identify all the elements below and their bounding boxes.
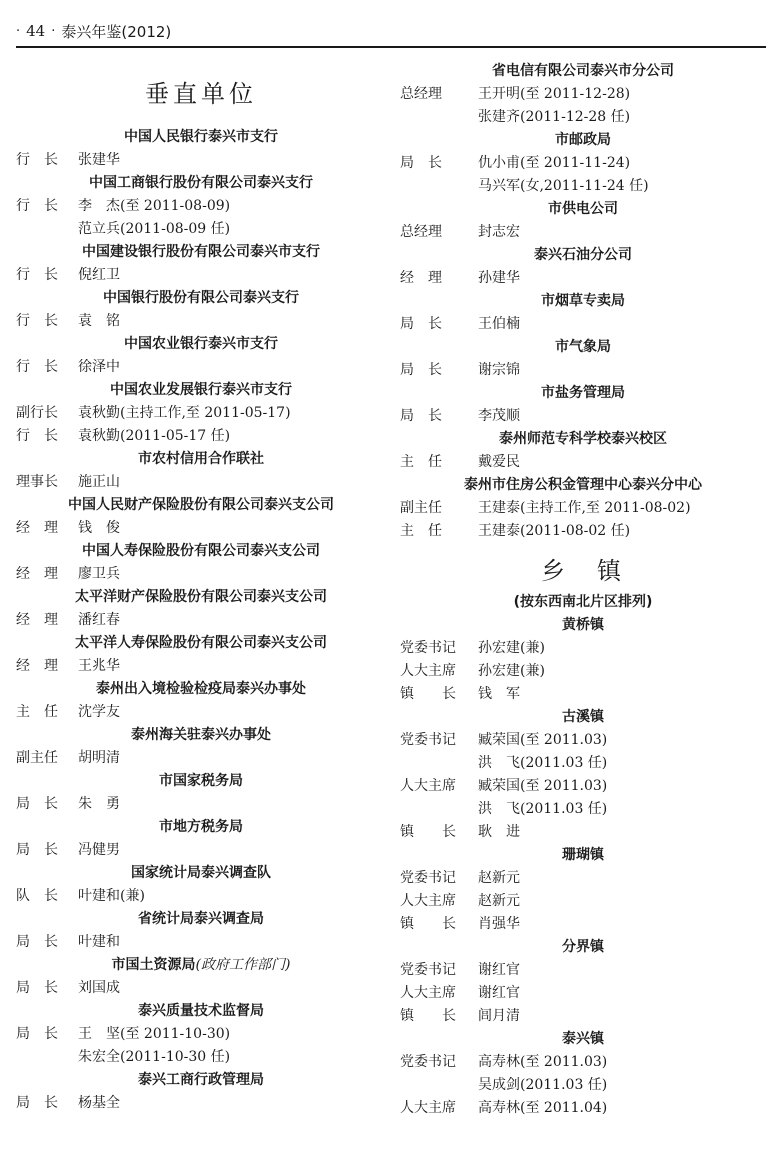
org-name: 珊瑚镇 [562,847,604,863]
org-name: 中国人民银行泰兴市支行 [124,129,278,145]
person-row [16,563,386,586]
person-row [400,83,766,106]
person-row [16,701,386,724]
person-row [400,729,766,752]
person-row [400,821,766,844]
position-title: 主 任 [16,704,58,720]
person-name: 孙建华 [478,270,520,286]
person-name: 杨基全 [78,1095,120,1111]
org-name: 分界镇 [562,939,604,955]
org-name: 市国土资源局 [111,957,196,973]
position-title: 理事长 [16,474,58,490]
person-row [16,402,386,425]
org-name: 市国家税务局 [159,773,243,789]
person-name: 李 杰(至 2011-08-09) [78,198,231,214]
person-row [400,152,766,175]
org-name: 市农村信用合作联社 [138,451,264,467]
org-name: 省统计局泰兴调查局 [138,911,264,927]
position-title: 局 长 [400,316,442,332]
person-row [400,752,766,775]
person-name: 洪 飞(2011.03 任) [478,801,608,817]
person-row [16,977,386,1000]
person-name: 李茂顺 [478,408,520,424]
org-heading [400,129,766,152]
position-title: 副主任 [400,500,442,516]
person-name: 胡明清 [78,750,120,766]
header-dot: · [51,23,56,39]
org-heading [400,614,766,637]
person-row [400,267,766,290]
person-row [400,1074,766,1097]
org-heading [400,244,766,267]
position-title: 行 长 [16,313,58,329]
org-heading [16,379,386,402]
position-title: 总经理 [400,224,442,240]
org-heading [16,1069,386,1092]
org-name: 太平洋人寿保险股份有限公司泰兴支公司 [75,635,327,651]
position-title: 局 长 [16,1026,58,1042]
org-heading [16,126,386,149]
person-name: 钱 俊 [78,520,120,536]
person-name: 王伯楠 [478,316,520,332]
org-heading [400,844,766,867]
position-title: 副主任 [16,750,58,766]
org-heading [16,816,386,839]
person-name: 袁秋勤(2011-05-17 任) [78,428,231,444]
person-row [16,609,386,632]
person-name: 廖卫兵 [78,566,120,582]
org-heading [16,287,386,310]
person-row [400,221,766,244]
person-row [16,885,386,908]
person-row [16,218,386,241]
person-name: 肖强华 [478,916,520,932]
org-heading [16,494,386,517]
position-title: 人大主席 [400,985,456,1001]
person-row [16,655,386,678]
org-name: 泰州出入境检验检疫局泰兴办事处 [96,681,306,697]
person-row [400,775,766,798]
position-title: 局 长 [400,155,442,171]
org-heading [16,724,386,747]
position-title: 副行长 [16,405,58,421]
left-column [16,60,386,1115]
position-title: 经 理 [16,520,58,536]
header-rule [16,46,766,48]
position-title: 人大主席 [400,663,456,679]
org-name: 国家统计局泰兴调查队 [131,865,271,881]
header-dot: · [16,23,21,39]
org-heading [16,862,386,885]
person-row [16,471,386,494]
position-title: 行 长 [16,198,58,214]
person-row [16,149,386,172]
org-name: 中国工商银行股份有限公司泰兴支行 [89,175,313,191]
person-row [16,1023,386,1046]
org-name: 中国建设银行股份有限公司泰兴市支行 [82,244,320,260]
person-row [16,264,386,287]
person-row [400,683,766,706]
position-title: 镇 长 [400,916,456,932]
org-heading [16,333,386,356]
position-title: 行 长 [16,267,58,283]
org-name: 中国农业银行泰兴市支行 [124,336,278,352]
person-name: 吴成剑(2011.03 任) [478,1077,608,1093]
org-heading [16,954,386,977]
org-name: 市地方税务局 [159,819,243,835]
person-name: 朱宏全(2011-10-30 任) [78,1049,231,1065]
person-row [16,1046,386,1069]
org-heading [16,632,386,655]
person-row [400,520,766,543]
org-heading [400,198,766,221]
org-heading [400,428,766,451]
position-title: 局 长 [16,842,58,858]
position-title: 主 任 [400,523,442,539]
position-title: 行 长 [16,428,58,444]
position-title [400,106,478,129]
person-name: 高寿林(至 2011.03) [478,1054,608,1070]
person-row [400,451,766,474]
position-title: 党委书记 [400,732,456,748]
person-name: 王开明(至 2011-12-28) [478,86,631,102]
org-name: 泰兴质量技术监督局 [138,1003,264,1019]
person-name: 张建齐(2011-12-28 任) [478,109,631,125]
position-title [400,752,478,775]
org-heading [400,60,766,83]
position-title: 镇 长 [400,824,456,840]
person-name: 闾月清 [478,1008,520,1024]
person-row [16,425,386,448]
org-name: 泰州师范专科学校泰兴校区 [499,431,667,447]
vertical-units-list [16,126,386,1115]
person-row [400,1005,766,1028]
person-row [400,175,766,198]
position-title: 经 理 [16,612,58,628]
position-title: 党委书记 [400,1054,456,1070]
person-name: 沈学友 [78,704,120,720]
position-title: 总经理 [400,86,442,102]
position-title: 人大主席 [400,1100,456,1116]
person-name: 叶建和 [78,934,120,950]
position-title: 经 理 [16,658,58,674]
org-name: 泰兴镇 [562,1031,604,1047]
person-name: 潘红春 [78,612,120,628]
org-heading [400,1028,766,1051]
position-title: 主 任 [400,454,442,470]
org-name: 泰州海关驻泰兴办事处 [131,727,271,743]
person-name: 王建泰(主持工作,至 2011-08-02) [478,500,691,516]
person-row [400,890,766,913]
person-row [16,195,386,218]
position-title: 行 长 [16,359,58,375]
person-name: 封志宏 [478,224,520,240]
position-title: 局 长 [400,362,442,378]
person-name: 赵新元 [478,893,520,909]
org-name: 泰兴工商行政管理局 [138,1072,264,1088]
person-name: 袁 铭 [78,313,120,329]
position-title: 党委书记 [400,870,456,886]
person-name: 袁秋勤(主持工作,至 2011-05-17) [78,405,291,421]
org-heading [16,770,386,793]
org-name: 中国人寿保险股份有限公司泰兴支公司 [82,543,320,559]
org-name: 市烟草专卖局 [541,293,625,309]
org-heading [16,448,386,471]
person-row [400,497,766,520]
towns-list [400,614,766,1120]
person-row [16,931,386,954]
position-title [400,1074,478,1097]
page-header [16,18,766,44]
person-name: 孙宏建(兼) [478,663,545,679]
vertical-units-list-continued [400,60,766,543]
org-name: 泰州市住房公积金管理中心泰兴分中心 [464,477,702,493]
org-name: 市盐务管理局 [541,385,625,401]
position-title: 行 长 [16,152,58,168]
position-title: 局 长 [16,796,58,812]
position-title: 经 理 [400,270,442,286]
person-row [400,313,766,336]
position-title [16,1046,78,1069]
person-row [400,660,766,683]
org-heading [16,586,386,609]
person-row [16,793,386,816]
org-heading [400,706,766,729]
org-heading [16,678,386,701]
person-row [16,747,386,770]
org-suffix: (政府工作部门) [195,957,291,973]
org-heading [400,474,766,497]
org-heading [400,290,766,313]
person-name: 刘国成 [78,980,120,996]
position-title [16,218,78,241]
person-row [400,982,766,1005]
person-row [16,356,386,379]
person-name: 徐泽中 [78,359,120,375]
org-name: 省电信有限公司泰兴市分公司 [492,63,674,79]
org-name: 中国农业发展银行泰兴市支行 [110,382,292,398]
person-name: 戴爱民 [478,454,520,470]
position-title: 局 长 [16,980,58,996]
person-row [400,798,766,821]
person-row [400,106,766,129]
person-row [400,405,766,428]
org-name: 市供电公司 [548,201,618,217]
person-name: 耿 进 [478,824,520,840]
person-row [400,1097,766,1120]
person-row [400,867,766,890]
org-heading [400,936,766,959]
person-row [400,359,766,382]
page-number: 44 [26,22,46,40]
person-name: 施正山 [78,474,120,490]
person-name: 高寿林(至 2011.04) [478,1100,608,1116]
position-title: 党委书记 [400,640,456,656]
org-name: 古溪镇 [562,709,604,725]
position-title [400,798,478,821]
person-name: 王 坚(至 2011-10-30) [78,1026,231,1042]
section-title-vertical-units: 垂直单位 [145,80,257,108]
person-name: 仇小甫(至 2011-11-24) [478,155,631,171]
org-name: 中国人民财产保险股份有限公司泰兴支公司 [68,497,334,513]
org-heading [16,540,386,563]
person-name: 谢宗锦 [478,362,520,378]
person-name: 朱 勇 [78,796,120,812]
person-name: 张建华 [78,152,120,168]
towns-order-note: (按东西南北片区排列) [513,594,653,610]
org-heading [16,241,386,264]
org-heading [400,336,766,359]
org-heading [16,172,386,195]
person-name: 王建泰(2011-08-02 任) [478,523,631,539]
person-name: 孙宏建(兼) [478,640,545,656]
person-name: 马兴军(女,2011-11-24 任) [478,178,649,194]
person-row [16,839,386,862]
person-row [16,1092,386,1115]
position-title: 镇 长 [400,1008,456,1024]
org-name: 中国银行股份有限公司泰兴支行 [103,290,299,306]
org-name: 黄桥镇 [562,617,604,633]
person-name: 洪 飞(2011.03 任) [478,755,608,771]
org-heading [16,1000,386,1023]
person-row [400,1051,766,1074]
person-name: 谢红官 [478,962,520,978]
person-row [400,913,766,936]
org-name: 市邮政局 [555,132,611,148]
position-title: 镇 长 [400,686,456,702]
org-name: 太平洋财产保险股份有限公司泰兴支公司 [75,589,327,605]
person-name: 倪红卫 [78,267,120,283]
book-title: 泰兴年鉴(2012) [61,22,172,41]
person-row [16,517,386,540]
person-row [400,959,766,982]
position-title: 队 长 [16,888,58,904]
org-name: 泰兴石油分公司 [534,247,632,263]
person-name: 王兆华 [78,658,120,674]
position-title: 经 理 [16,566,58,582]
person-name: 臧荣国(至 2011.03) [478,732,608,748]
person-name: 赵新元 [478,870,520,886]
org-name: 市气象局 [555,339,611,355]
position-title: 局 长 [16,934,58,950]
position-title: 局 长 [16,1095,58,1111]
position-title: 局 长 [400,408,442,424]
section-title-towns: 乡 镇 [541,557,625,585]
position-title: 人大主席 [400,893,456,909]
org-heading [400,382,766,405]
person-name: 臧荣国(至 2011.03) [478,778,608,794]
position-title: 党委书记 [400,962,456,978]
person-name: 冯健男 [78,842,120,858]
person-name: 叶建和(兼) [78,888,145,904]
person-name: 钱 军 [478,686,520,702]
right-column [400,60,766,1120]
position-title [400,175,478,198]
person-name: 范立兵(2011-08-09 任) [78,221,231,237]
person-row [400,637,766,660]
position-title: 人大主席 [400,778,456,794]
person-name: 谢红官 [478,985,520,1001]
person-row [16,310,386,333]
org-heading [16,908,386,931]
